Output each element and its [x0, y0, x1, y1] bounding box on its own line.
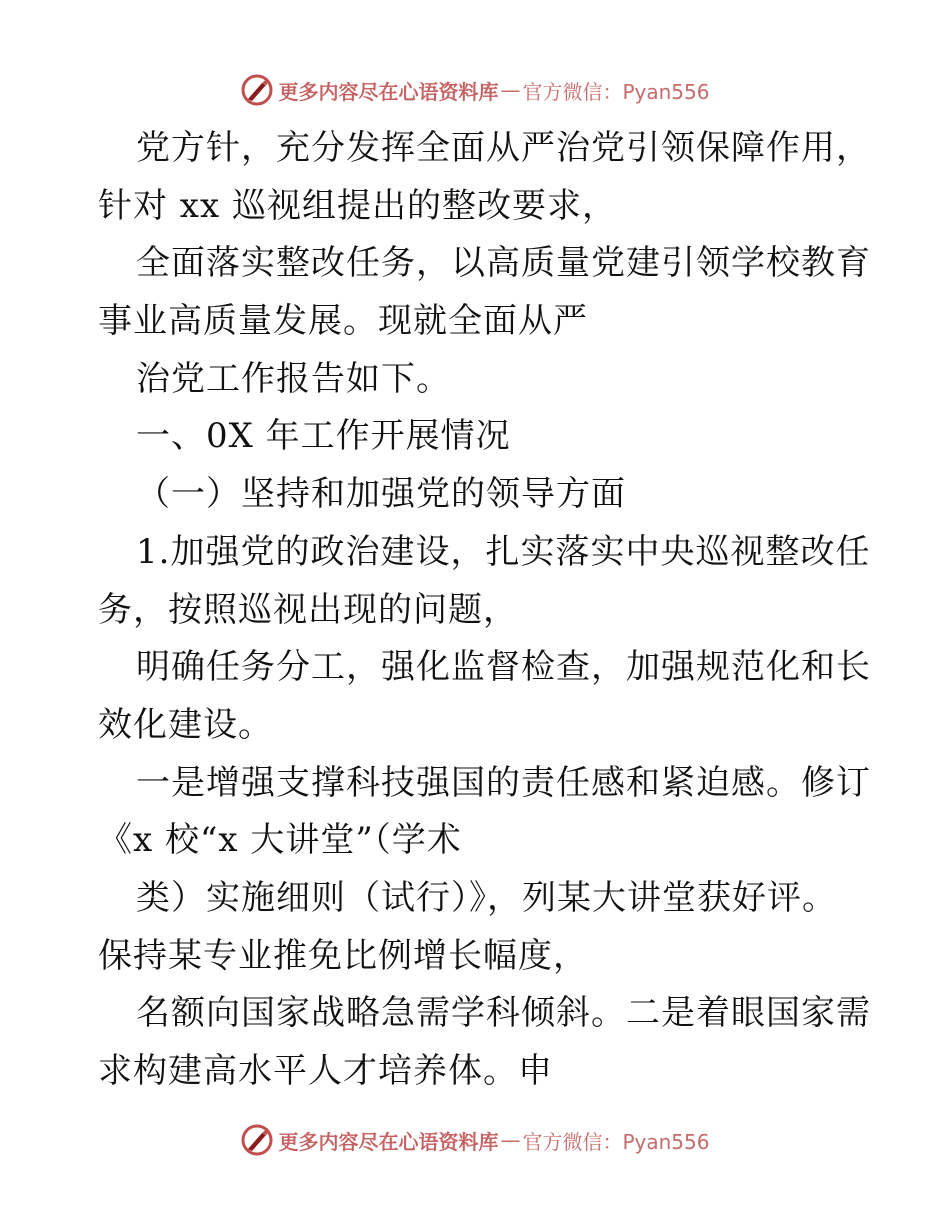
text-line: 针对 xx 巡视组提出的整改要求， [98, 185, 617, 226]
text-line: 名额向国家战略急需学科倾斜。二是着眼国家需 [136, 993, 871, 1034]
footer-wechat-text: 官方微信：Pyan556 [522, 1129, 710, 1154]
text-line: 事业高质量发展。现就全面从严 [98, 301, 588, 342]
header-watermark-banner [0, 70, 950, 110]
text-line: 类）实施细则（试行）》，列某大讲堂获好评。 [136, 877, 837, 918]
footer-watermark-banner [0, 1120, 950, 1160]
text-line: 保持某专业推免比例增长幅度， [98, 935, 588, 976]
quill-logo-icon [240, 73, 274, 107]
text-line: 全面落实整改任务，以高质量党建引领学校教育 [136, 243, 871, 284]
header-dash: — [500, 78, 521, 102]
section-heading: 一、0X 年工作开展情况 [136, 416, 511, 457]
document-body [98, 120, 871, 1101]
footer-dash: — [500, 1128, 521, 1152]
text-line: 效化建设。 [98, 704, 273, 745]
header-site-text: 更多内容尽在心语资料库 [278, 79, 499, 104]
text-line: 一是增强支撑科技强国的责任感和紧迫感。修订 [136, 762, 871, 803]
text-line: 1.加强党的政治建设，扎实落实中央巡视整改任 [136, 531, 871, 572]
text-line: 治党工作报告如下。 [136, 358, 451, 399]
quill-logo-icon [240, 1123, 274, 1157]
text-line: 务，按照巡视出现的问题， [98, 589, 518, 630]
text-line: 《x 校“x 大讲堂”（学术 [98, 820, 462, 861]
text-line: 明确任务分工，强化监督检查，加强规范化和长 [136, 647, 871, 688]
text-line: 求构建高水平人才培养体。申 [98, 1051, 553, 1091]
footer-site-text: 更多内容尽在心语资料库 [278, 1129, 499, 1154]
header-wechat-text: 官方微信：Pyan556 [522, 79, 710, 104]
text-line: 党方针，充分发挥全面从严治党引领保障作用， [136, 128, 871, 168]
subsection-heading: （一）坚持和加强党的领导方面 [136, 474, 626, 515]
